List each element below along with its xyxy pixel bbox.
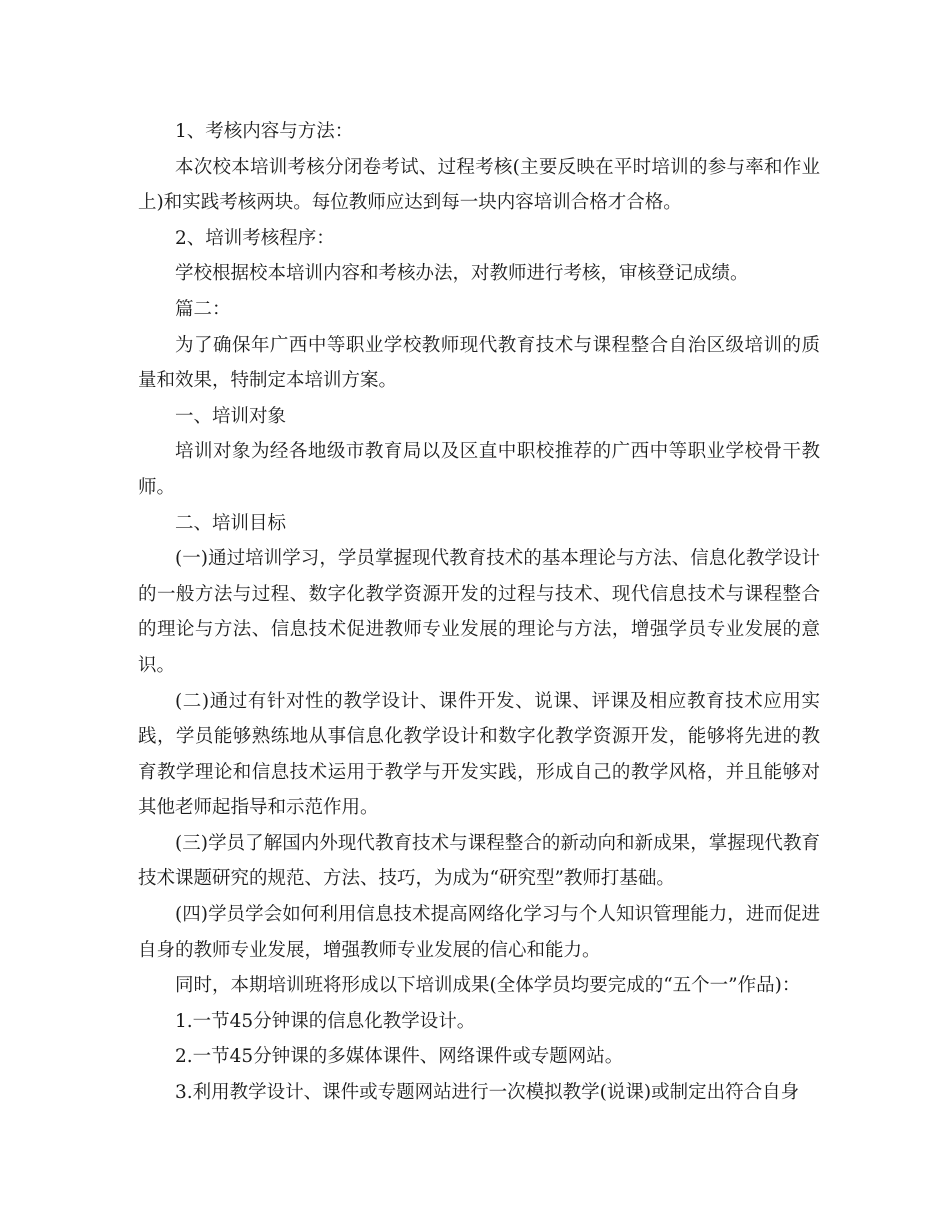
document-body: [138, 114, 820, 1111]
paragraph-goal-four: (四)学员学会如何利用信息技术提高网络化学习与个人知识管理能力，进而促进自身的教师专业发展，增强教师专业发展的信心和能力。: [138, 904, 820, 961]
list-item-outcome-3: 3.利用教学设计、课件或专题网站进行一次模拟教学(说课)或制定出符合自身: [175, 1082, 800, 1104]
paragraph-training-target: 培训对象为经各地级市教育局以及区直中职校推荐的广西中等职业学校骨干教师。: [138, 441, 820, 498]
heading-part-two: 篇二：: [175, 298, 231, 320]
heading-assessment-procedure: 2、培训考核程序：: [175, 227, 335, 249]
heading-training-target: 一、培训对象: [175, 405, 287, 427]
paragraph-goal-three: (三)学员了解国内外现代教育技术与课程整合的新动向和新成果，掌握现代教育技术课题研究的规范、方法、技巧，为成为“研究型”教师打基础。: [138, 832, 820, 890]
paragraph-assessment-procedure: 学校根据校本培训内容和考核办法，对教师进行考核，审核登记成绩。: [175, 263, 749, 285]
paragraph-training-outcomes: 同时，本期培训班将形成以下培训成果(全体学员均要完成的“五个一”作品)：: [175, 975, 801, 997]
heading-assessment-content-method: 1、考核内容与方法：: [175, 121, 354, 142]
paragraph-assessment-description: 本次校本培训考核分闭卷考试、过程考核(主要反映在平时培训的参与率和作业上)和实践考核两块。每位教师应达到每一块内容培训合格才合格。: [138, 156, 820, 214]
heading-training-goals: 二、培训目标: [175, 512, 287, 534]
list-item-outcome-2: 2.一节45分钟课的多媒体课件、网络课件或专题网站。: [175, 1046, 624, 1068]
list-item-outcome-1: 1.一节45分钟课的信息化教学设计。: [175, 1010, 476, 1032]
paragraph-goal-one: (一)通过培训学习，学员掌握现代教育技术的基本理论与方法、信息化教学设计的一般方法与过程、数字化教学资源开发的过程与技术、现代信息技术与课程整合的理论与方法、信息技术促进教师专业发展的理论与方法，增强学员专业发展的意识。: [138, 548, 820, 676]
paragraph-goal-two: (二)通过有针对性的教学设计、课件开发、说课、评课及相应教育技术应用实践，学员能够熟练地从事信息化教学设计和数字化教学资源开发，能够将先进的教育教学理论和信息技术运用于教学与开发实践，形成自己的教学风格，并且能够对其他老师起指导和示范作用。: [138, 690, 820, 819]
paragraph-plan-purpose: 为了确保年广西中等职业学校教师现代教育技术与课程整合自治区级培训的质量和效果，特制定本培训方案。: [138, 334, 820, 392]
